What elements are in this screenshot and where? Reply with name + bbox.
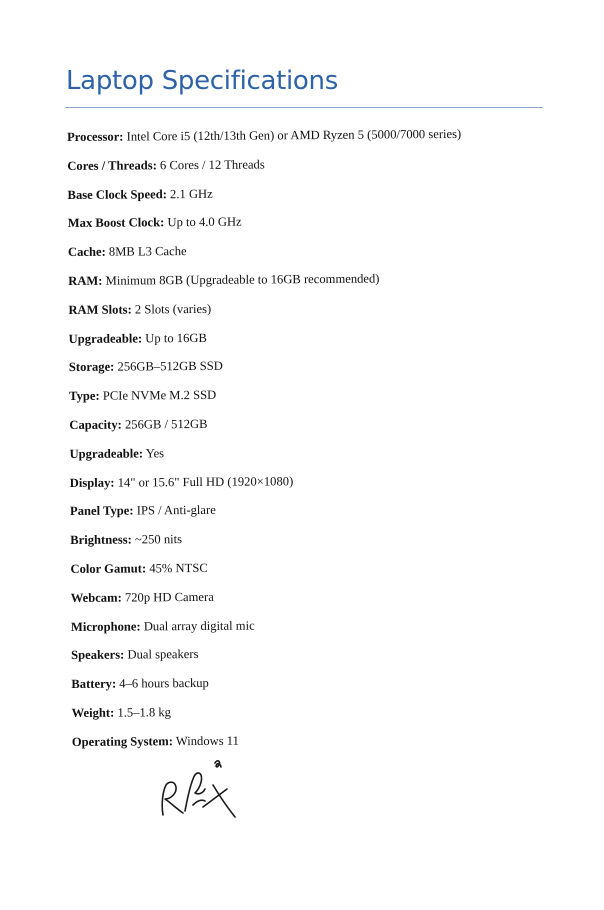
spec-label: Weight: (71, 705, 115, 720)
signature-icon (155, 755, 247, 823)
spec-label: Processor: (67, 129, 124, 144)
spec-row (69, 443, 463, 475)
spec-value: 2.1 GHz (169, 186, 213, 201)
spec-row (68, 270, 462, 302)
spec-value: 45% NTSC (149, 560, 208, 576)
spec-value: 14" or 15.6" Full HD (1920×1080) (117, 473, 294, 490)
spec-label: Microphone: (70, 618, 141, 634)
spec-row (70, 471, 464, 503)
spec-value: Minimum 8GB (Upgradeable to 16GB recommended) (105, 271, 380, 288)
spec-label: Speakers: (71, 647, 125, 663)
spec-value: PCIe NVMe M.2 SSD (102, 388, 217, 403)
spec-value: Yes (145, 446, 165, 461)
spec-row (71, 615, 465, 647)
spec-row (67, 155, 461, 187)
signature-stroke (203, 785, 235, 817)
spec-row (68, 212, 462, 244)
spec-label: Panel Type: (69, 503, 134, 519)
spec-value: 1.5–1.8 kg (117, 705, 172, 720)
spec-row (67, 183, 461, 215)
spec-label: Upgradeable: (69, 446, 144, 461)
spec-row (70, 529, 464, 561)
page-title: Laptop Specifications (66, 66, 338, 96)
spec-label: Webcam: (70, 590, 122, 605)
spec-row (71, 587, 465, 619)
spec-value: Up to 4.0 GHz (167, 215, 242, 230)
spec-row (71, 644, 465, 676)
spec-label: Brightness: (70, 532, 132, 548)
spec-label: Upgradeable: (68, 330, 143, 346)
signature-stroke (193, 800, 205, 805)
title-divider (65, 107, 543, 108)
spec-value: Up to 16GB (145, 330, 207, 345)
spec-label: Storage: (68, 360, 115, 375)
spec-row (72, 702, 466, 734)
spec-row (71, 673, 465, 705)
spec-value: Dual speakers (127, 647, 199, 662)
spec-value: Intel Core i5 (12th/13th Gen) or AMD Ryzen 5 (5000/7000 series) (126, 126, 462, 144)
spec-label: Color Gamut: (70, 561, 147, 576)
spec-row (68, 299, 462, 331)
spec-value: 2 Slots (varies) (134, 301, 212, 317)
spec-label: Cores / Threads: (67, 158, 157, 173)
spec-row (67, 126, 461, 158)
spec-value: ~250 nits (134, 532, 183, 547)
spec-label: Cache: (67, 244, 106, 260)
spec-row (70, 500, 464, 532)
spec-row (72, 731, 466, 763)
spec-row (69, 327, 463, 359)
spec-value: IPS / Anti-glare (136, 503, 216, 518)
spec-value: Dual array digital mic (143, 618, 255, 633)
signature-stroke (162, 782, 183, 815)
spec-label: Operating System: (71, 733, 173, 749)
spec-row (69, 385, 463, 417)
spec-label: RAM: (68, 273, 103, 288)
spec-value: 8MB L3 Cache (108, 244, 187, 259)
spec-label: Type: (69, 388, 100, 404)
spec-label: Battery: (71, 676, 117, 692)
spec-label: Capacity: (69, 417, 122, 432)
spec-row (69, 414, 463, 446)
spec-label: Base Clock Speed: (67, 186, 167, 202)
spec-value: 256GB–512GB SSD (117, 359, 223, 374)
spec-list (67, 126, 466, 763)
spec-row (69, 356, 463, 388)
spec-value: Windows 11 (175, 733, 239, 748)
spec-value: 720p HD Camera (124, 589, 214, 605)
spec-value: 4–6 hours backup (119, 676, 209, 691)
spec-label: Display: (69, 475, 115, 490)
spec-value: 6 Cores / 12 Threads (159, 157, 265, 173)
spec-row (68, 241, 462, 273)
spec-label: Max Boost Clock: (67, 215, 165, 231)
signature-stroke (215, 761, 221, 767)
spec-row (70, 558, 464, 590)
spec-value: 256GB / 512GB (124, 416, 208, 432)
spec-label: RAM Slots: (68, 302, 132, 317)
signature-stroke (185, 773, 205, 811)
